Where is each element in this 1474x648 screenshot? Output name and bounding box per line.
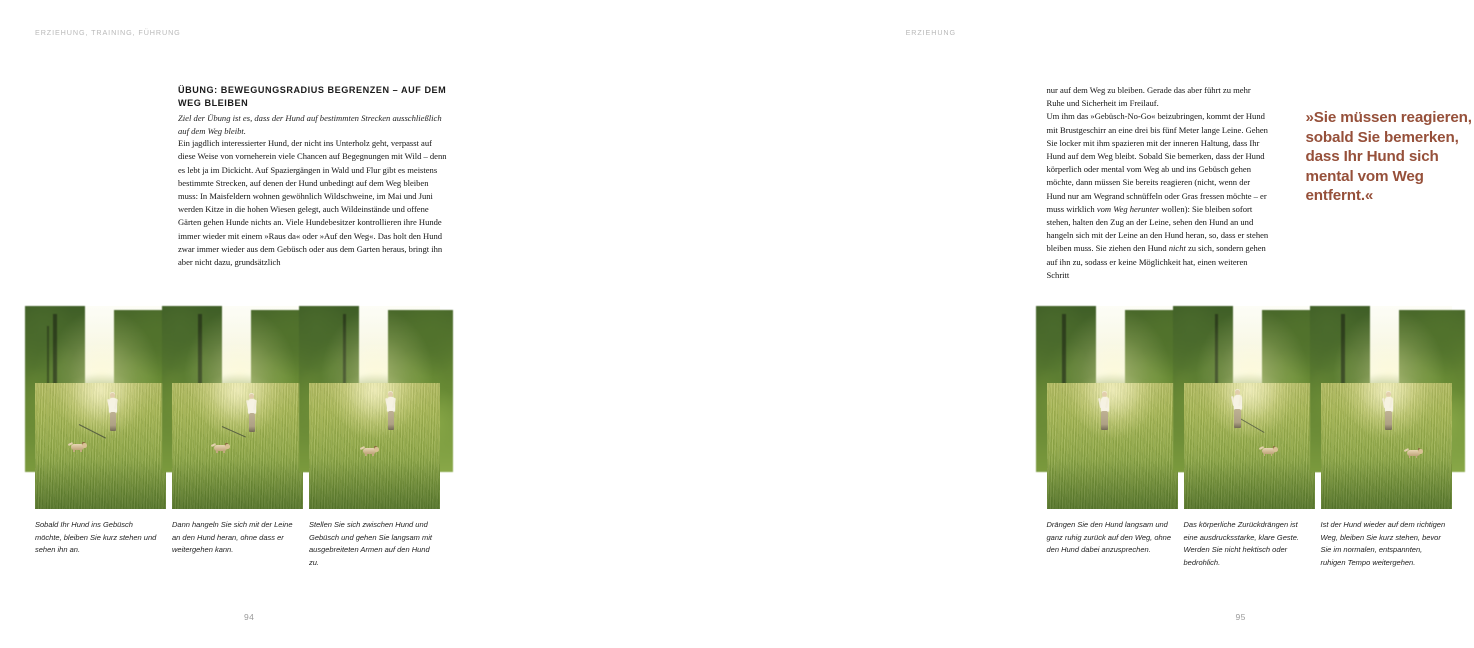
figure-caption: Drängen Sie den Hund langsam und ganz ruhig zurück auf den Weg, ohne den Hund dabei anzusprechen. bbox=[1046, 520, 1172, 555]
photo-dog-walk-3 bbox=[309, 306, 440, 509]
exercise-goal: Ziel der Übung ist es, dass der Hund auf bestimmten Strecken ausschließlich auf dem Weg bleibt. bbox=[178, 112, 442, 136]
left-text-column bbox=[178, 84, 448, 269]
photo-dog bbox=[363, 446, 380, 456]
right-body-part-4: zu sich, sondern gehen auf ihn zu, sodass er keine Möglichkeit hat, einen weiteren Schritt bbox=[1046, 243, 1266, 280]
right-photo-row bbox=[1047, 306, 1452, 569]
right-body-text bbox=[1047, 84, 1269, 110]
left-body-text: Ein jagdlich interessierter Hund, der nicht ins Unterholz geht, verpasst auf diese Weise von vorneherein viele Chancen auf Begegnungen mit Wild – denn es lebt ja im Dickicht. Auf Spaziergängen in Wald und Flur gibt es meistens bestimmte Strecken, auf denen der Hund unbedingt auf dem Weg bleiben muss: In Maisfeldern wohnen gewöhnlich Wildschweine, im Mai und Juni werden Kitze in die hohen Wiesen gelegt, auch Wildeinstände und offene Gärten gehen Hunde nichts an. Viele Hundebesitzer kontrollieren ihre Hunde immer wieder mit einem »Raus da« oder »Auf den Weg«. Das holt den Hund zwar immer wieder aus dem Gebüsch oder aus dem Garten heraus, bringt ihn aber nicht dazu, grundsätzlich bbox=[178, 138, 447, 268]
figure-caption: Dann hangeln Sie sich mit der Leine an den Hund heran, ohne dass er weitergehen kann. bbox=[172, 520, 293, 555]
right-body-part-2: Um ihm das »Gebüsch-No-Go« beizubringen, kommt der Hund mit Brustgeschirr an eine drei bis fünf Meter lange Leine. Gehen Sie locker mit ihm spazieren mit der inneren Haltung, dass Ihr Hund auf dem Weg bleibt. Sobald Sie bemerken, dass der Hund körperlich oder mental vom Weg ab und ins Gebüsch gehen möchte, dann müssen Sie bereits reagieren (nicht, wenn der Hund nur am Wegrand schnüffeln oder Gras fressen möchte – er muss wirklich bbox=[1046, 111, 1268, 214]
right-body-emphasis-1: vom Weg herunter bbox=[1096, 203, 1160, 214]
photo-person bbox=[385, 392, 398, 432]
right-body-emphasis-2: nicht bbox=[1168, 243, 1186, 254]
left-page bbox=[0, 0, 496, 648]
exercise-title: ÜBUNG: BEWEGUNGSRADIUS BEGRENZEN – AUF DEM WEG BLEIBEN bbox=[178, 85, 447, 108]
running-head-left: ERZIEHUNG, TRAINING, FÜHRUNG bbox=[35, 28, 181, 37]
photo-person bbox=[1232, 390, 1245, 430]
page-number-left: 94 bbox=[244, 612, 255, 622]
photo-person bbox=[1383, 392, 1396, 432]
photo-person bbox=[246, 394, 259, 434]
photo-dog bbox=[1262, 446, 1279, 456]
figure-2 bbox=[172, 306, 303, 569]
photo-foreground-shadow bbox=[1047, 460, 1178, 509]
running-head-right: ERZIEHUNG bbox=[905, 28, 956, 37]
figure-3 bbox=[309, 306, 440, 569]
photo-dog-walk-1 bbox=[35, 306, 166, 509]
right-page bbox=[496, 0, 1472, 648]
figure-caption: Das körperliche Zurückdrängen ist eine ausdrucksstarke, klare Geste. Werden Sie nicht hektisch oder bedrohlich. bbox=[1183, 520, 1299, 567]
page-number-right: 95 bbox=[1235, 612, 1246, 622]
photo-foreground-shadow bbox=[172, 460, 303, 509]
figure-caption: Sobald Ihr Hund ins Gebüsch möchte, bleiben Sie kurz stehen und sehen ihn an. bbox=[35, 520, 157, 555]
right-body-text-2 bbox=[1047, 110, 1269, 282]
left-photo-row bbox=[35, 306, 440, 569]
right-body-part-1: nur auf dem Weg zu bleiben. Gerade das aber führt zu mehr Ruhe und Sicherheit im Freilauf. bbox=[1046, 85, 1251, 109]
photo-dog bbox=[214, 443, 231, 453]
figure-caption: Stellen Sie sich zwischen Hund und Gebüsch und gehen Sie langsam mit ausgebreiteten Armen auf den Hund zu. bbox=[309, 520, 432, 567]
figure-6 bbox=[1321, 306, 1452, 569]
photo-dog-walk-4 bbox=[1047, 306, 1178, 509]
photo-foreground-shadow bbox=[1184, 460, 1315, 509]
photo-foreground-shadow bbox=[309, 460, 440, 509]
figure-1 bbox=[35, 306, 166, 569]
photo-person bbox=[1099, 392, 1112, 432]
photo-dog-walk-2 bbox=[172, 306, 303, 509]
figure-4 bbox=[1047, 306, 1178, 569]
photo-dog-walk-6 bbox=[1321, 306, 1452, 509]
photo-person bbox=[107, 393, 120, 433]
photo-foreground-shadow bbox=[35, 460, 166, 509]
photo-dog bbox=[1407, 448, 1424, 458]
figure-caption: Ist der Hund wieder auf dem richtigen Weg, bleiben Sie kurz stehen, bevor Sie im normalen, entspannten, ruhigen Tempo weitergehen. bbox=[1320, 520, 1446, 567]
right-body-part-3: wollen): Sie bleiben sofort stehen, halten den Zug an der Leine, sehen den Hund an und hangeln sich mit der Leine an den Hund heran, so, dass er stehen bleiben muss. Sie ziehen den Hund bbox=[1046, 203, 1269, 254]
figure-5 bbox=[1184, 306, 1315, 569]
photo-dog-walk-5 bbox=[1184, 306, 1315, 509]
photo-dog bbox=[71, 442, 88, 452]
photo-foreground-shadow bbox=[1321, 460, 1452, 509]
right-text-column bbox=[1047, 84, 1269, 282]
pull-quote: »Sie müssen reagieren, sobald Sie bemerken, dass Ihr Hund sich mental vom Weg entfernt.« bbox=[1305, 109, 1472, 205]
